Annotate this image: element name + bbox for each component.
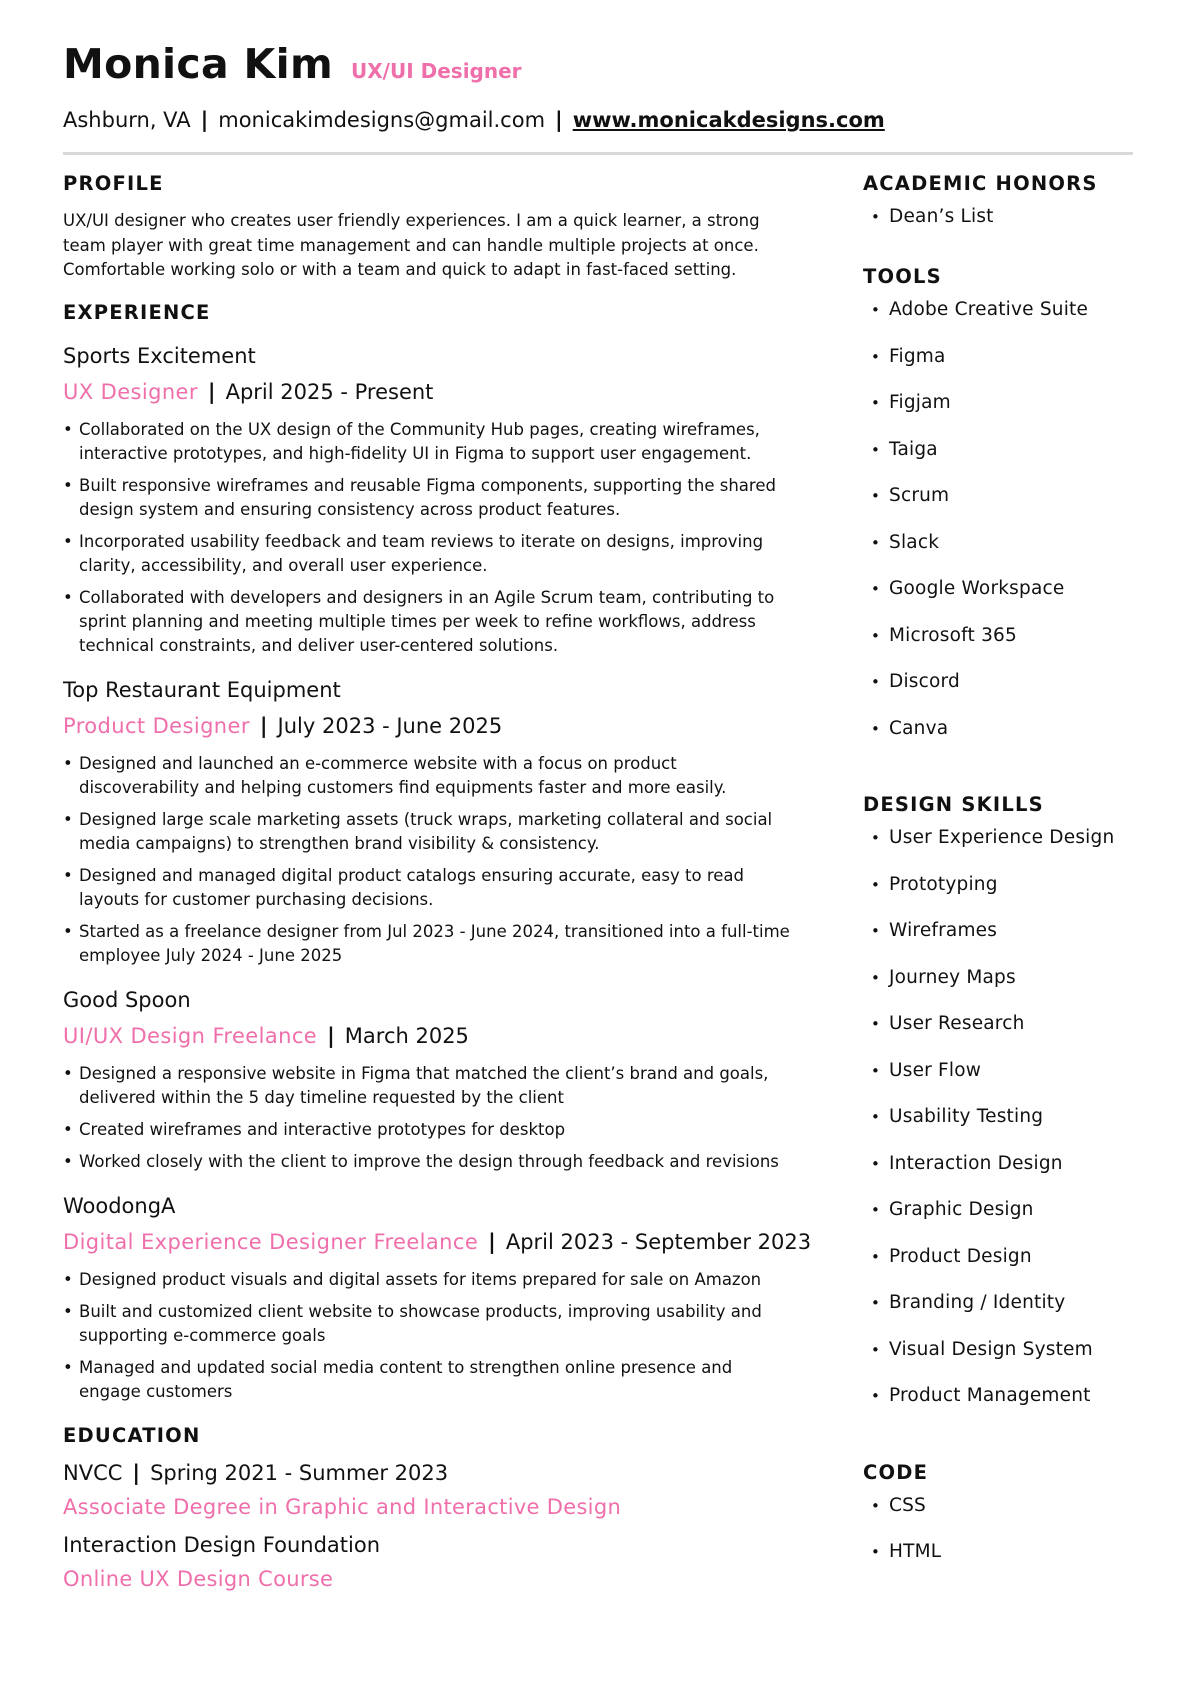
email-link[interactable]: monicakimdesigns@gmail.com (218, 108, 546, 132)
bullet-item: • Designed a responsive website in Figma that matched the client’s brand and goals, delivered within the 5 day timeline requested by the client (63, 1062, 793, 1110)
tools-list (863, 298, 1143, 763)
education-entry (63, 1461, 803, 1519)
code-list (863, 1494, 1143, 1587)
bullet-item: • Collaborated with developers and designers in an Agile Scrum team, contributing to sprint planning and meeting multiple times per week to refine workflows, address technical constraints, and deliver user-centered solutions. (63, 586, 793, 658)
tools-item: • Microsoft 365 (863, 624, 1143, 671)
skills-item: • Product Management (863, 1384, 1143, 1431)
skills-item: • Interaction Design (863, 1152, 1143, 1199)
code-section (863, 1461, 1143, 1587)
job-title: UI/UX Design Freelance (63, 1023, 318, 1048)
candidate-name: Monica Kim (63, 40, 334, 88)
honors-list (863, 205, 1143, 235)
profile-heading: PROFILE (63, 172, 164, 195)
tools-item: • Taiga (863, 438, 1143, 485)
bullet-item: • Managed and updated social media content to strengthen online presence and engage customers (63, 1356, 793, 1404)
tools-item: • Discord (863, 670, 1143, 717)
skills-item: • User Experience Design (863, 826, 1143, 873)
degree-name: Online UX Design Course (63, 1566, 334, 1591)
tools-item: • Figma (863, 345, 1143, 392)
job-title: Digital Experience Designer Freelance (63, 1229, 479, 1254)
separator: | (327, 1023, 335, 1048)
separator: | (259, 713, 268, 738)
code-item: • CSS (863, 1494, 1143, 1541)
main-column (63, 172, 812, 1591)
job-line (63, 714, 803, 738)
skills-item: • Product Design (863, 1245, 1143, 1292)
separator: | (555, 108, 563, 132)
job-entry (63, 988, 803, 1174)
website-link[interactable]: www.monicakdesigns.com (572, 108, 885, 132)
honors-item: • Dean’s List (863, 205, 1143, 235)
tools-item: • Figjam (863, 391, 1143, 438)
bullet-item: • Designed large scale marketing assets (truck wraps, marketing collateral and social media campaigns) to strengthen brand visibility & consistency. (63, 808, 793, 856)
skills-item: • Usability Testing (863, 1105, 1143, 1152)
job-title: UX Designer (63, 379, 198, 404)
education-heading: EDUCATION (63, 1423, 201, 1447)
job-bullets (63, 1062, 803, 1174)
tools-item: • Canva (863, 717, 1143, 764)
profile-text: UX/UI designer who creates user friendly experiences. I am a quick learner, a strong team player with great time management and can handle multiple projects at once. Comfortable working solo or with a team and quick to adapt in fast-faced setting. (63, 211, 760, 279)
job-entry (63, 1193, 812, 1404)
bullet-item: • Worked closely with the client to improve the design through feedback and revisions (63, 1150, 793, 1174)
skills-item: • Prototyping (863, 873, 1143, 920)
job-entry (63, 678, 803, 968)
company-name: WoodongA (63, 1193, 176, 1218)
degree-name: Associate Degree in Graphic and Interactive Design (63, 1494, 622, 1519)
bullet-item: • Started as a freelance designer from Jul 2023 - June 2024, transitioned into a full-time employee July 2024 - June 2025 (63, 920, 793, 968)
job-bullets (63, 1268, 803, 1404)
skills-item: • User Flow (863, 1059, 1143, 1106)
separator: | (207, 379, 216, 404)
location: Ashburn, VA (63, 108, 191, 132)
job-entry (63, 344, 803, 658)
skills-section (863, 793, 1143, 1431)
bullet-item: • Built and customized client website to showcase products, improving usability and supporting e-commerce goals (63, 1300, 793, 1348)
school-name: NVCC (63, 1460, 123, 1485)
bullet-item: • Created wireframes and interactive prototypes for desktop (63, 1118, 793, 1142)
job-line (63, 1229, 812, 1254)
education-list (63, 1461, 803, 1591)
job-line (63, 1024, 803, 1048)
skills-item: • Wireframes (863, 919, 1143, 966)
school-name: Interaction Design Foundation (63, 1532, 381, 1557)
bullet-item: • Designed and launched an e-commerce website with a focus on product discoverability and helping customers find equipments faster and more easily. (63, 752, 793, 800)
job-bullets (63, 418, 803, 658)
education-head (63, 1533, 803, 1557)
tools-item: • Adobe Creative Suite (863, 298, 1143, 345)
tools-section (863, 265, 1143, 763)
job-dates: April 2025 - Present (225, 379, 434, 404)
tools-item: • Slack (863, 531, 1143, 578)
header-divider (63, 152, 1133, 155)
job-dates: April 2023 - September 2023 (505, 1229, 812, 1254)
job-dates: March 2025 (344, 1023, 469, 1048)
skills-item: • User Research (863, 1012, 1143, 1059)
tools-item: • Scrum (863, 484, 1143, 531)
tools-item: • Google Workspace (863, 577, 1143, 624)
sidebar-column (863, 172, 1143, 1617)
skills-heading: DESIGN SKILLS (863, 793, 1044, 816)
education-dates: Spring 2021 - Summer 2023 (150, 1460, 449, 1485)
candidate-role: UX/UI Designer (351, 59, 522, 83)
name-row (63, 40, 1133, 88)
separator: | (132, 1460, 141, 1485)
skills-item: • Graphic Design (863, 1198, 1143, 1245)
bullet-item: • Designed and managed digital product catalogs ensuring accurate, easy to read layouts for customer purchasing decisions. (63, 864, 793, 912)
job-line (63, 380, 803, 404)
company-name: Sports Excitement (63, 343, 256, 368)
job-dates: July 2023 - June 2025 (277, 713, 503, 738)
separator: | (200, 108, 209, 132)
skills-item: • Visual Design System (863, 1338, 1143, 1385)
code-heading: CODE (863, 1460, 929, 1484)
bullet-item: • Incorporated usability feedback and team reviews to iterate on designs, improving clarity, accessibility, and overall user experience. (63, 530, 793, 578)
separator: | (488, 1229, 496, 1254)
skills-item: • Branding / Identity (863, 1291, 1143, 1338)
education-entry (63, 1533, 803, 1591)
job-bullets (63, 752, 803, 968)
bullet-item: • Designed product visuals and digital assets for items prepared for sale on Amazon (63, 1268, 793, 1292)
resume-header (63, 40, 1133, 132)
skills-item: • Journey Maps (863, 966, 1143, 1013)
job-title: Product Designer (63, 713, 250, 738)
experience-list (63, 343, 812, 1404)
honors-heading: ACADEMIC HONORS (863, 172, 1098, 195)
company-name: Top Restaurant Equipment (63, 677, 341, 702)
experience-heading: EXPERIENCE (63, 300, 211, 324)
code-item: • HTML (863, 1540, 1143, 1587)
honors-section (863, 172, 1143, 235)
contact-row (63, 108, 1133, 132)
bullet-item: • Collaborated on the UX design of the Community Hub pages, creating wireframes, interactive prototypes, and high-fidelity UI in Figma to support user engagement. (63, 418, 793, 466)
education-head (63, 1461, 803, 1485)
tools-heading: TOOLS (863, 265, 942, 288)
skills-list (863, 826, 1143, 1431)
bullet-item: • Built responsive wireframes and reusable Figma components, supporting the shared design system and ensuring consistency across product features. (63, 474, 793, 522)
company-name: Good Spoon (63, 987, 191, 1012)
